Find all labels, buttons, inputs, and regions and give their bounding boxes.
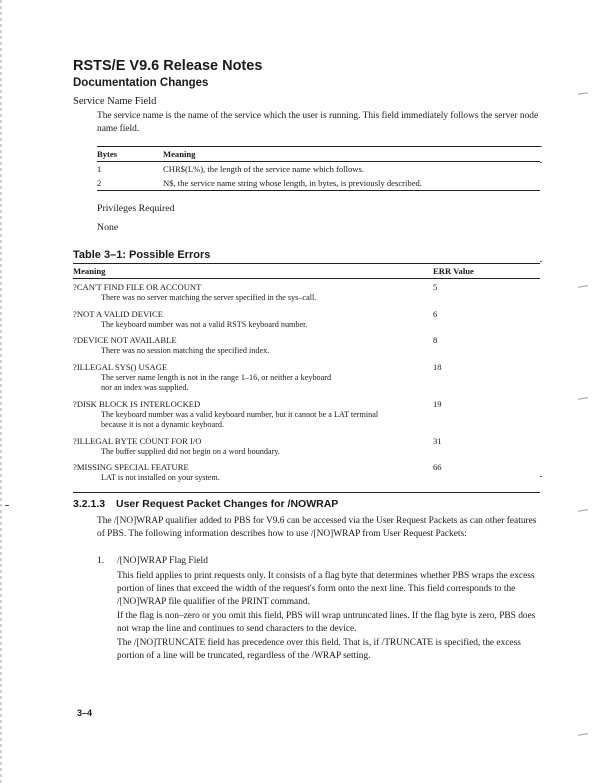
column-header-err-value: ERR Value [433,266,474,276]
scan-mark [540,476,542,477]
error-description: There was no session matching the specified index. [101,346,270,355]
error-value: 8 [433,335,438,345]
table-row [73,359,540,396]
scan-mark [578,285,588,287]
field-description: The service name is the name of the service which the user is running. This field immediately follows the server node name field. [97,111,539,134]
meaning-cell: CHR$(L%), the length of the service name which follows. [163,164,364,174]
table-row [97,162,540,177]
errors-table-header [73,263,540,279]
error-name: ?DEVICE NOT AVAILABLE [73,335,177,345]
privileges-label: Privileges Required [97,203,175,214]
bytes-cell: 1 [97,164,102,174]
column-header-bytes: Bytes [97,147,163,162]
scan-mark [540,261,542,262]
meaning-cell: N$, the service name string whose length, in bytes, is previously described. [163,176,540,191]
privileges-value: None [97,222,119,233]
column-header-meaning: Meaning [73,266,106,276]
page-edge [0,0,2,783]
error-value: 18 [433,361,442,372]
error-name: ?MISSING SPECIAL FEATURE [73,462,189,472]
list-item-label: /[NO]WRAP Flag Field [117,556,208,566]
error-description: The buffer supplied did not begin on a word boundary. [101,446,280,456]
list-paragraph: If the flag is non–zero or you omit this field, PBS will wrap untruncated lines. If the flag byte is zero, PBS does not wrap the line and continues to send characters to the device. [117,611,536,634]
table-row [73,332,540,359]
table-row [73,459,540,486]
section-number: 3.2.1.3 [73,498,106,510]
section-title: User Request Packet Changes for /NOWRAP [116,498,339,510]
error-value: 66 [433,462,442,472]
bytes-table [97,146,540,191]
error-description: The keyboard number was not a valid RSTS keyboard number. [101,319,308,329]
table-row [97,176,540,191]
scan-mark [578,397,588,399]
list-item-number: 1. [97,556,105,566]
table-row [73,279,540,306]
field-title: Service Name Field [73,96,157,107]
errors-table [73,263,540,493]
error-value: 6 [433,308,438,319]
scan-mark [578,92,588,94]
document-subtitle: Documentation Changes [73,77,209,89]
error-name: ?NOT A VALID DEVICE [73,308,163,319]
error-name: ?CAN'T FIND FILE OR ACCOUNT [73,282,202,292]
error-value: 19 [433,398,442,409]
error-name: ?ILLEGAL SYS() USAGE [73,361,168,372]
page-number: 3–4 [77,708,93,718]
error-description: There was no server matching the server specified in the sys–call. [101,293,317,302]
scan-mark [578,509,588,511]
document-title: RSTS/E V9.6 Release Notes [73,58,263,74]
error-name: ?ILLEGAL BYTE COUNT FOR I/O [73,435,202,446]
table-bottom-rule [73,486,540,493]
table-row [73,433,540,460]
error-value: 5 [433,282,438,292]
scan-mark [540,162,542,163]
section-intro: The /[NO]WRAP qualifier added to PBS for V9.6 can be accessed via the User Request Packets as can other features of PBS. The following information describes how to use /[NO]WRAP from User Request Packets: [97,516,537,539]
list-paragraph: The /[NO]TRUNCATE field has precedence over this field. That is, if /TRUNCATE is specified, the excess portion of a line will be truncated, regardless of the /WRAP setting. [117,638,521,661]
scan-mark [540,146,542,147]
error-description: LAT is not installed on your system. [101,473,220,482]
table-caption: Table 3–1: Possible Errors [73,249,211,261]
table-row [73,396,540,433]
bytes-cell: 2 [97,176,163,191]
list-item-title [97,556,208,566]
error-description: The server name length is not in the range 1–16, or neither a keyboard nor an index was supplied. [101,372,332,392]
list-paragraph: This field applies to print requests only. It consists of a flag byte that determines whether PBS wraps the excess portion of lines that exceed the width of the request's form onto the next line. This field corresponds to the /[NO]WRAP file qualifier of the PRINT command. [117,571,535,607]
error-value: 31 [433,435,442,446]
column-header-meaning: Meaning [163,147,540,162]
error-name: ?DISK BLOCK IS INTERLOCKED [73,398,201,409]
scan-mark [578,733,588,735]
section-heading [73,498,338,510]
scan-mark [5,505,9,506]
error-description: The keyboard number was a valid keyboard number, but it cannot be a LAT terminal because it is not a dynamic keyboard. [101,409,379,429]
table-row [73,306,540,333]
